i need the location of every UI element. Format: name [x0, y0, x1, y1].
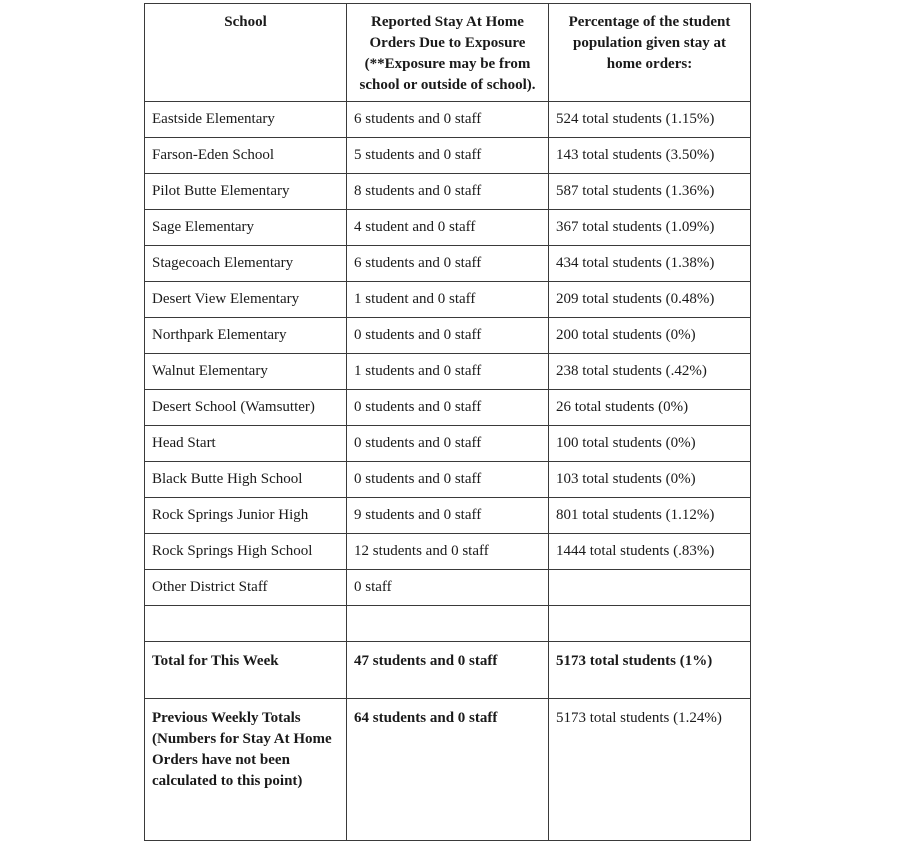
- cell-reported: 5 students and 0 staff: [347, 138, 549, 174]
- cell-reported: 0 students and 0 staff: [347, 426, 549, 462]
- blank-cell: [347, 606, 549, 642]
- table-row: [145, 534, 751, 570]
- cell-percentage: 143 total students (3.50%): [549, 138, 751, 174]
- table-row: [145, 174, 751, 210]
- total-row: [145, 642, 751, 699]
- cell-school: Farson-Eden School: [145, 138, 347, 174]
- cell-school: Pilot Butte Elementary: [145, 174, 347, 210]
- cell-school: Eastside Elementary: [145, 102, 347, 138]
- table-row: [145, 390, 751, 426]
- cell-reported: 6 students and 0 staff: [347, 246, 549, 282]
- cell-reported: 9 students and 0 staff: [347, 498, 549, 534]
- header-reported: Reported Stay At Home Orders Due to Exposure (**Exposure may be from school or outside of school).: [347, 4, 549, 102]
- table-row: [145, 210, 751, 246]
- cell-reported: 6 students and 0 staff: [347, 102, 549, 138]
- cell-percentage: 367 total students (1.09%): [549, 210, 751, 246]
- table-row: [145, 426, 751, 462]
- cell-percentage: 801 total students (1.12%): [549, 498, 751, 534]
- cell-reported: 8 students and 0 staff: [347, 174, 549, 210]
- stay-at-home-orders-table: [144, 3, 751, 841]
- total-label: Total for This Week: [145, 642, 347, 699]
- cell-school: Other District Staff: [145, 570, 347, 606]
- cell-school: Stagecoach Elementary: [145, 246, 347, 282]
- previous-label: Previous Weekly Totals (Numbers for Stay At Home Orders have not been calculated to this point): [145, 699, 347, 841]
- table-row: [145, 318, 751, 354]
- table-row: [145, 462, 751, 498]
- cell-percentage: 524 total students (1.15%): [549, 102, 751, 138]
- blank-cell: [145, 606, 347, 642]
- previous-totals-row: [145, 699, 751, 841]
- table-row: [145, 246, 751, 282]
- total-percentage: 5173 total students (1%): [549, 642, 751, 699]
- table-row: [145, 570, 751, 606]
- cell-percentage: 200 total students (0%): [549, 318, 751, 354]
- cell-reported: 0 students and 0 staff: [347, 462, 549, 498]
- cell-reported: 4 student and 0 staff: [347, 210, 549, 246]
- cell-percentage: 238 total students (.42%): [549, 354, 751, 390]
- cell-school: Desert School (Wamsutter): [145, 390, 347, 426]
- header-row: [145, 4, 751, 102]
- header-school: School: [145, 4, 347, 102]
- blank-cell: [549, 606, 751, 642]
- cell-school: Rock Springs Junior High: [145, 498, 347, 534]
- cell-reported: 0 students and 0 staff: [347, 390, 549, 426]
- cell-school: Desert View Elementary: [145, 282, 347, 318]
- total-reported: 47 students and 0 staff: [347, 642, 549, 699]
- table-row: [145, 498, 751, 534]
- cell-school: Black Butte High School: [145, 462, 347, 498]
- table-row: [145, 102, 751, 138]
- cell-percentage: 26 total students (0%): [549, 390, 751, 426]
- cell-reported: 0 staff: [347, 570, 549, 606]
- cell-percentage: 434 total students (1.38%): [549, 246, 751, 282]
- cell-reported: 1 student and 0 staff: [347, 282, 549, 318]
- cell-school: Head Start: [145, 426, 347, 462]
- cell-percentage: 1444 total students (.83%): [549, 534, 751, 570]
- header-percentage: Percentage of the student population given stay at home orders:: [549, 4, 751, 102]
- cell-reported: 12 students and 0 staff: [347, 534, 549, 570]
- blank-row: [145, 606, 751, 642]
- cell-school: Northpark Elementary: [145, 318, 347, 354]
- cell-percentage: 100 total students (0%): [549, 426, 751, 462]
- cell-reported: 1 students and 0 staff: [347, 354, 549, 390]
- cell-percentage: 209 total students (0.48%): [549, 282, 751, 318]
- table-row: [145, 282, 751, 318]
- table-row: [145, 354, 751, 390]
- table-row: [145, 138, 751, 174]
- cell-percentage: 587 total students (1.36%): [549, 174, 751, 210]
- previous-reported: 64 students and 0 staff: [347, 699, 549, 841]
- previous-percentage: 5173 total students (1.24%): [549, 699, 751, 841]
- cell-school: Rock Springs High School: [145, 534, 347, 570]
- cell-reported: 0 students and 0 staff: [347, 318, 549, 354]
- cell-school: Walnut Elementary: [145, 354, 347, 390]
- cell-school: Sage Elementary: [145, 210, 347, 246]
- cell-percentage: 103 total students (0%): [549, 462, 751, 498]
- cell-percentage: [549, 570, 751, 606]
